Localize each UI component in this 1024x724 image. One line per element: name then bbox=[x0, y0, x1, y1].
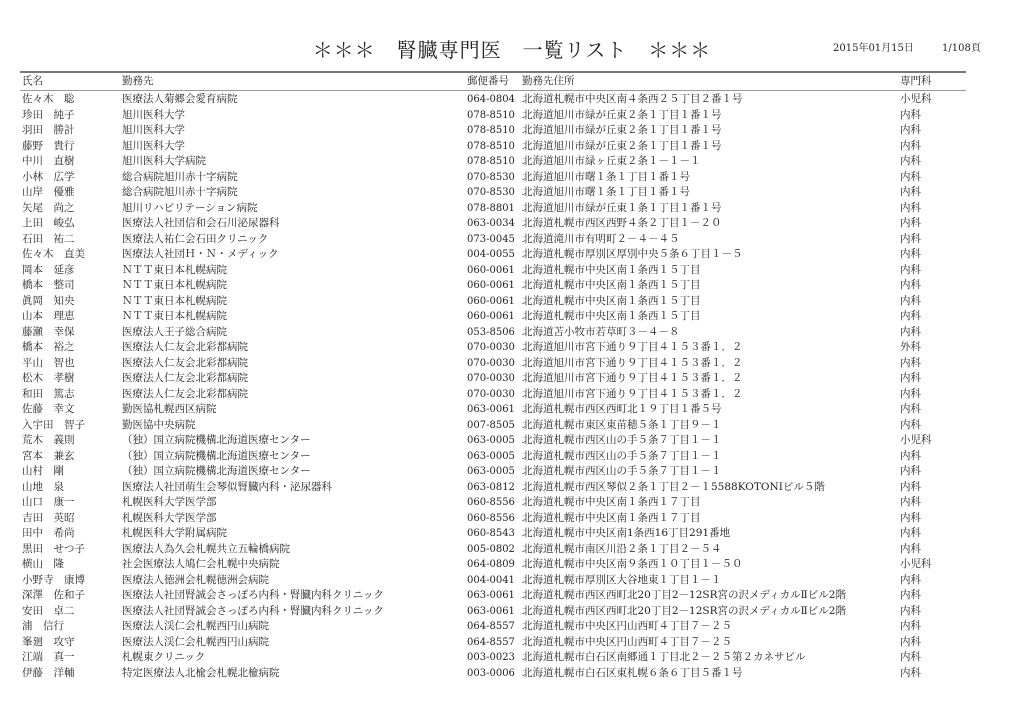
column-header-specialty: 専門科 bbox=[900, 75, 932, 87]
cell-zip: 003-0023 bbox=[467, 652, 515, 663]
cell-specialty: 小児科 bbox=[900, 558, 932, 570]
cell-address: 北海道札幌市中央区円山西町４丁目７－２５ bbox=[522, 620, 732, 632]
cell-specialty: 内科 bbox=[900, 372, 921, 384]
cell-address: 北海道札幌市中央区南１条西１７丁目 bbox=[522, 496, 701, 508]
cell-name: 上田 峻弘 bbox=[22, 217, 75, 229]
cell-address: 北海道旭川市宮下通り９丁目４１５３番１．２ bbox=[522, 387, 743, 400]
cell-zip: 004-0041 bbox=[467, 574, 515, 586]
cell-address: 北海道札幌市南区川沿２条１丁目２－５４ bbox=[522, 542, 722, 555]
cell-address: 北海道札幌市西区山の手５条７丁目１－１ bbox=[522, 434, 722, 446]
cell-workplace: 医療法人祐仁会石田クリニック bbox=[122, 232, 269, 245]
cell-workplace: 医療法人仁友会北彩都病院 bbox=[122, 341, 248, 353]
table-row bbox=[0, 542, 1024, 557]
cell-address: 北海道札幌市中央区南１条西１５丁目 bbox=[522, 294, 701, 307]
cell-workplace: 総合病院旭川赤十字病院 bbox=[122, 186, 238, 198]
cell-address: 北海道札幌市西区西町北１９丁目１番５号 bbox=[522, 403, 722, 415]
cell-workplace: 札幌医科大学附属病院 bbox=[122, 527, 227, 539]
cell-address: 北海道旭川市緑ヶ丘東２条１－１－１ bbox=[522, 155, 701, 167]
cell-address: 北海道札幌市東区東苗穂５条１丁目９－１ bbox=[522, 418, 722, 431]
cell-workplace: 医療法人菊郷会愛育病院 bbox=[122, 93, 238, 105]
cell-workplace: 医療法人仁友会北彩都病院 bbox=[122, 372, 248, 384]
table-row bbox=[0, 278, 1024, 293]
cell-name: 石田 祐二 bbox=[22, 232, 75, 245]
cell-name: 藤野 貴行 bbox=[22, 139, 75, 152]
table-row bbox=[0, 480, 1024, 495]
table-row bbox=[0, 123, 1024, 138]
cell-zip: 063-0812 bbox=[467, 481, 515, 493]
header-top-rule bbox=[20, 71, 966, 73]
table-row bbox=[0, 588, 1024, 603]
table-row bbox=[0, 185, 1024, 200]
table-row bbox=[0, 402, 1024, 417]
cell-zip: 060-0061 bbox=[467, 295, 515, 307]
cell-specialty: 小児科 bbox=[900, 434, 932, 446]
cell-zip: 060-0061 bbox=[467, 311, 515, 322]
cell-name: 山本 理恵 bbox=[22, 310, 75, 322]
cell-address: 北海道札幌市中央区南1条西16丁目291番地 bbox=[522, 527, 731, 539]
cell-specialty: 内科 bbox=[900, 155, 921, 167]
cell-name: 安田 卓二 bbox=[22, 604, 75, 617]
table-row bbox=[0, 201, 1024, 216]
cell-address: 北海道札幌市中央区南１条西１５丁目 bbox=[522, 263, 701, 276]
cell-name: 山村 剛 bbox=[22, 465, 64, 477]
cell-address: 北海道旭川市宮下通り９丁目４１５３番１．２ bbox=[522, 372, 743, 384]
cell-workplace: 旭川医科大学病院 bbox=[122, 155, 206, 167]
cell-workplace: 医療法人渓仁会札幌西円山病院 bbox=[122, 635, 269, 648]
cell-workplace: （独）国立病院機構北海道医療センター bbox=[122, 449, 311, 462]
cell-address: 北海道札幌市白石区南郷通１丁目北２－２５第２カネサビル bbox=[522, 651, 806, 663]
cell-workplace: 医療法人社団萌生会琴似腎臓内科・泌尿器科 bbox=[122, 480, 332, 493]
table-row bbox=[0, 635, 1024, 650]
cell-workplace: 医療法人為久会札幌共立五輪橋病院 bbox=[122, 542, 290, 555]
cell-zip: 060-0061 bbox=[467, 264, 515, 276]
cell-zip: 004-0055 bbox=[467, 249, 515, 260]
cell-name: 橋本 裕之 bbox=[22, 341, 75, 353]
cell-zip: 070-0030 bbox=[467, 388, 515, 400]
cell-name: 横山 隆 bbox=[22, 558, 64, 570]
cell-name: 田中 希尚 bbox=[22, 527, 75, 539]
cell-workplace: 旭川リハビリテーション病院 bbox=[122, 201, 258, 214]
cell-specialty: 内科 bbox=[900, 480, 921, 493]
table-row bbox=[0, 619, 1024, 634]
cell-name: 伊藤 洋輔 bbox=[22, 666, 75, 679]
cell-zip: 064-8557 bbox=[467, 621, 515, 632]
cell-workplace: （独）国立病院機構北海道医療センター bbox=[122, 434, 311, 446]
table-row bbox=[0, 294, 1024, 309]
cell-specialty: 内科 bbox=[900, 186, 921, 198]
cell-workplace: 札幌東クリニック bbox=[122, 651, 206, 663]
cell-workplace: 医療法人社団腎誠会さっぽろ内科・腎臓内科クリニック bbox=[122, 589, 384, 601]
cell-specialty: 内科 bbox=[900, 542, 921, 555]
cell-specialty: 内科 bbox=[900, 573, 921, 586]
page-number: 1/108頁 bbox=[942, 43, 981, 54]
cell-address: 北海道札幌市中央区南１条西１７丁目 bbox=[522, 511, 701, 524]
cell-address: 北海道札幌市中央区円山西町４丁目７－２５ bbox=[522, 635, 732, 648]
cell-workplace: 医療法人社団Ｈ・Ｎ・メディック bbox=[122, 248, 279, 260]
cell-specialty: 内科 bbox=[900, 232, 921, 245]
cell-address: 北海道札幌市厚別区厚別中央５条６丁目１－５ bbox=[522, 248, 743, 260]
cell-workplace: 総合病院旭川赤十字病院 bbox=[122, 170, 238, 183]
cell-address: 北海道札幌市中央区南９条西１０丁目１－５０ bbox=[522, 558, 743, 570]
table-row bbox=[0, 309, 1024, 324]
cell-zip: 078-8510 bbox=[467, 140, 515, 152]
cell-zip: 053-8506 bbox=[467, 326, 515, 338]
cell-specialty: 内科 bbox=[900, 666, 921, 679]
cell-address: 北海道旭川市緑が丘東２条１丁目１番１号 bbox=[522, 139, 722, 152]
cell-workplace: 医療法人社団腎誠会さっぽろ内科・腎臓内科クリニック bbox=[122, 604, 384, 617]
cell-zip: 063-0061 bbox=[467, 605, 515, 617]
cell-name: 羽田 勝計 bbox=[22, 124, 75, 136]
cell-address: 北海道札幌市西区琴似２条１丁目２－１5588KOTONIビル５階 bbox=[522, 480, 825, 493]
cell-zip: 078-8510 bbox=[467, 156, 515, 167]
cell-name: 吉田 英昭 bbox=[22, 511, 75, 524]
cell-address: 北海道札幌市厚別区大谷地東１丁目１－１ bbox=[522, 573, 722, 586]
cell-specialty: 内科 bbox=[900, 248, 921, 260]
cell-zip: 070-8530 bbox=[467, 187, 515, 198]
table-row bbox=[0, 557, 1024, 572]
table-row bbox=[0, 449, 1024, 464]
table-row bbox=[0, 356, 1024, 371]
cell-workplace: 医療法人仁友会北彩都病院 bbox=[122, 356, 248, 369]
cell-zip: 078-8510 bbox=[467, 109, 515, 121]
cell-specialty: 内科 bbox=[900, 465, 921, 477]
cell-zip: 064-0809 bbox=[467, 559, 515, 570]
cell-workplace: 医療法人王子総合病院 bbox=[122, 325, 227, 338]
table-row bbox=[0, 573, 1024, 588]
cell-specialty: 内科 bbox=[900, 589, 921, 601]
cell-specialty: 小児科 bbox=[900, 93, 932, 105]
column-header-workplace: 勤務先 bbox=[122, 75, 154, 87]
cell-address: 北海道札幌市西区西町北20丁目2－12SR宮の沢メディカルⅡビル2階 bbox=[522, 604, 846, 617]
cell-name: 眞岡 知央 bbox=[22, 294, 75, 307]
cell-address: 北海道滝川市有明町２－４－４５ bbox=[522, 232, 680, 245]
cell-name: 山口 康一 bbox=[22, 496, 75, 508]
cell-specialty: 内科 bbox=[900, 449, 921, 462]
cell-address: 北海道札幌市白石区東札幌６条６丁目５番１号 bbox=[522, 666, 743, 679]
cell-address: 北海道札幌市中央区南１条西１５丁目 bbox=[522, 279, 701, 291]
cell-workplace: ＮＴＴ東日本札幌病院 bbox=[122, 279, 227, 291]
table-row bbox=[0, 232, 1024, 247]
cell-specialty: 内科 bbox=[900, 325, 921, 338]
cell-zip: 063-0005 bbox=[467, 450, 515, 462]
cell-zip: 060-8556 bbox=[467, 497, 515, 508]
cell-name: 深澤 佐和子 bbox=[22, 589, 85, 601]
column-header-address: 勤務先住所 bbox=[522, 75, 575, 87]
cell-workplace: 医療法人渓仁会札幌西円山病院 bbox=[122, 620, 269, 632]
cell-zip: 064-0804 bbox=[467, 94, 515, 105]
cell-address: 北海道札幌市西区西町北20丁目2－12SR宮の沢メディカルⅡビル2階 bbox=[522, 589, 846, 601]
cell-address: 北海道旭川市緑が丘東２条１丁目１番１号 bbox=[522, 124, 722, 136]
cell-address: 北海道旭川市曙１条１丁目１番１号 bbox=[522, 186, 690, 198]
cell-address: 北海道札幌市中央区南１条西１５丁目 bbox=[522, 310, 701, 322]
table-row bbox=[0, 247, 1024, 262]
cell-zip: 078-8801 bbox=[467, 202, 515, 214]
cell-zip: 005-0802 bbox=[467, 543, 515, 555]
cell-address: 北海道旭川市宮下通り９丁目４１５３番１．２ bbox=[522, 356, 743, 369]
table-row bbox=[0, 340, 1024, 355]
table-row bbox=[0, 216, 1024, 231]
table-row bbox=[0, 325, 1024, 340]
cell-specialty: 内科 bbox=[900, 217, 921, 229]
table-row bbox=[0, 433, 1024, 448]
column-header-name: 氏名 bbox=[22, 75, 43, 87]
cell-name: 小野寺 康博 bbox=[22, 573, 85, 586]
cell-specialty: 内科 bbox=[900, 124, 921, 136]
cell-zip: 070-8530 bbox=[467, 171, 515, 183]
cell-workplace: ＮＴＴ東日本札幌病院 bbox=[122, 263, 227, 276]
cell-address: 北海道札幌市西区山の手５条７丁目１－１ bbox=[522, 449, 722, 462]
cell-name: 宮本 兼玄 bbox=[22, 449, 75, 462]
cell-specialty: 内科 bbox=[900, 310, 921, 322]
cell-specialty: 外科 bbox=[900, 341, 921, 353]
print-date: 2015年01月15日 bbox=[833, 43, 914, 54]
cell-specialty: 内科 bbox=[900, 108, 921, 121]
cell-name: 岡本 延彦 bbox=[22, 263, 75, 276]
cell-specialty: 内科 bbox=[900, 294, 921, 307]
cell-address: 北海道苫小牧市若草町３－４－８ bbox=[522, 325, 680, 338]
cell-address: 北海道札幌市西区西野４条２丁目１－２０ bbox=[522, 217, 722, 229]
cell-name: 橋本 整司 bbox=[22, 279, 75, 291]
cell-specialty: 内科 bbox=[900, 527, 921, 539]
cell-workplace: 旭川医科大学 bbox=[122, 124, 185, 136]
document-title: ＊＊＊ 腎臓専門医 一覧リスト ＊＊＊ bbox=[312, 38, 712, 62]
cell-specialty: 内科 bbox=[900, 403, 921, 415]
cell-specialty: 内科 bbox=[900, 263, 921, 276]
cell-zip: 078-8510 bbox=[467, 125, 515, 136]
cell-name: 佐々木 直美 bbox=[22, 248, 85, 260]
cell-name: 矢尾 尚之 bbox=[22, 201, 75, 214]
cell-zip: 063-0005 bbox=[467, 435, 515, 446]
table-row bbox=[0, 108, 1024, 123]
cell-specialty: 内科 bbox=[900, 170, 921, 183]
cell-name: 浦 信行 bbox=[22, 620, 64, 632]
cell-name: 入宇田 智子 bbox=[22, 418, 85, 431]
cell-workplace: 旭川医科大学 bbox=[122, 108, 185, 121]
cell-zip: 064-8557 bbox=[467, 636, 515, 648]
table-row bbox=[0, 464, 1024, 479]
table-row bbox=[0, 650, 1024, 665]
cell-specialty: 内科 bbox=[900, 604, 921, 617]
cell-zip: 007-8505 bbox=[467, 419, 515, 431]
cell-workplace: ＮＴＴ東日本札幌病院 bbox=[122, 294, 227, 307]
cell-zip: 070-0030 bbox=[467, 342, 515, 353]
table-header bbox=[0, 74, 1024, 89]
table-row bbox=[0, 418, 1024, 433]
cell-zip: 070-0030 bbox=[467, 357, 515, 369]
cell-name: 江端 真一 bbox=[22, 651, 75, 663]
table-row bbox=[0, 511, 1024, 526]
table-row bbox=[0, 387, 1024, 402]
cell-zip: 073-0045 bbox=[467, 233, 515, 245]
cell-name: 珍田 純子 bbox=[22, 108, 75, 121]
cell-address: 北海道旭川市曙１条１丁目１番１号 bbox=[522, 170, 690, 183]
cell-zip: 063-0034 bbox=[467, 218, 515, 229]
cell-workplace: 札幌医科大学医学部 bbox=[122, 511, 217, 524]
cell-specialty: 内科 bbox=[900, 201, 921, 214]
cell-zip: 060-8556 bbox=[467, 512, 515, 524]
cell-specialty: 内科 bbox=[900, 496, 921, 508]
cell-workplace: 勤医協札幌西区病院 bbox=[122, 403, 217, 415]
cell-specialty: 内科 bbox=[900, 635, 921, 648]
cell-workplace: 旭川医科大学 bbox=[122, 139, 185, 152]
cell-address: 北海道札幌市中央区南４条西２５丁目２番１号 bbox=[522, 93, 743, 105]
cell-name: 黒田 せつ子 bbox=[22, 542, 85, 555]
table-row bbox=[0, 263, 1024, 278]
cell-name: 和田 篤志 bbox=[22, 387, 75, 400]
header-bottom-rule bbox=[20, 90, 966, 91]
cell-workplace: 医療法人徳洲会札幌徳洲会病院 bbox=[122, 573, 269, 586]
cell-name: 平山 智也 bbox=[22, 356, 75, 369]
table-row bbox=[0, 154, 1024, 169]
cell-name: 松木 孝樹 bbox=[22, 372, 75, 384]
cell-zip: 063-0061 bbox=[467, 590, 515, 601]
cell-specialty: 内科 bbox=[900, 418, 921, 431]
cell-name: 藤瀬 幸保 bbox=[22, 325, 75, 338]
cell-address: 北海道旭川市宮下通り９丁目４１５３番１．２ bbox=[522, 341, 743, 353]
table-row bbox=[0, 495, 1024, 510]
cell-name: 中川 直樹 bbox=[22, 155, 75, 167]
cell-zip: 063-0005 bbox=[467, 466, 515, 477]
column-header-zip: 郵便番号 bbox=[467, 75, 509, 87]
cell-zip: 070-0030 bbox=[467, 373, 515, 384]
cell-name: 山岸 優雅 bbox=[22, 186, 75, 198]
cell-zip: 060-0061 bbox=[467, 280, 515, 291]
cell-specialty: 内科 bbox=[900, 279, 921, 291]
table-row bbox=[0, 526, 1024, 541]
cell-specialty: 内科 bbox=[900, 620, 921, 632]
cell-workplace: 社会医療法人鳩仁会札幌中央病院 bbox=[122, 558, 280, 570]
cell-zip: 060-8543 bbox=[467, 528, 515, 539]
cell-name: 佐藤 幸文 bbox=[22, 403, 75, 415]
cell-workplace: 勤医協中央病院 bbox=[122, 418, 196, 431]
cell-zip: 003-0006 bbox=[467, 667, 515, 679]
cell-zip: 063-0061 bbox=[467, 404, 515, 415]
table-row bbox=[0, 371, 1024, 386]
cell-address: 北海道札幌市西区山の手５条７丁目１－１ bbox=[522, 465, 722, 477]
cell-address: 北海道旭川市緑が丘東２条１丁目１番１号 bbox=[522, 108, 722, 121]
cell-name: 荒木 義則 bbox=[22, 434, 75, 446]
table-row bbox=[0, 170, 1024, 185]
cell-workplace: 札幌医科大学医学部 bbox=[122, 496, 217, 508]
cell-workplace: ＮＴＴ東日本札幌病院 bbox=[122, 310, 227, 322]
cell-workplace: （独）国立病院機構北海道医療センター bbox=[122, 465, 311, 477]
cell-specialty: 内科 bbox=[900, 387, 921, 400]
cell-specialty: 内科 bbox=[900, 356, 921, 369]
table-row bbox=[0, 604, 1024, 619]
cell-name: 佐々木 聡 bbox=[22, 93, 75, 105]
cell-workplace: 医療法人社団信和会石川泌尿器科 bbox=[122, 217, 280, 229]
cell-name: 山地 泉 bbox=[22, 480, 64, 493]
table-row bbox=[0, 139, 1024, 154]
cell-workplace: 特定医療法人北楡会札幌北楡病院 bbox=[122, 666, 280, 679]
table-row bbox=[0, 92, 1024, 107]
cell-name: 峯廻 攻守 bbox=[22, 635, 75, 648]
cell-address: 北海道旭川市緑が丘東１条１丁目１番１号 bbox=[522, 201, 722, 214]
cell-specialty: 内科 bbox=[900, 139, 921, 152]
cell-workplace: 医療法人仁友会北彩都病院 bbox=[122, 387, 248, 400]
cell-specialty: 内科 bbox=[900, 651, 921, 663]
cell-name: 小林 広学 bbox=[22, 170, 75, 183]
cell-specialty: 内科 bbox=[900, 511, 921, 524]
table-row bbox=[0, 666, 1024, 681]
